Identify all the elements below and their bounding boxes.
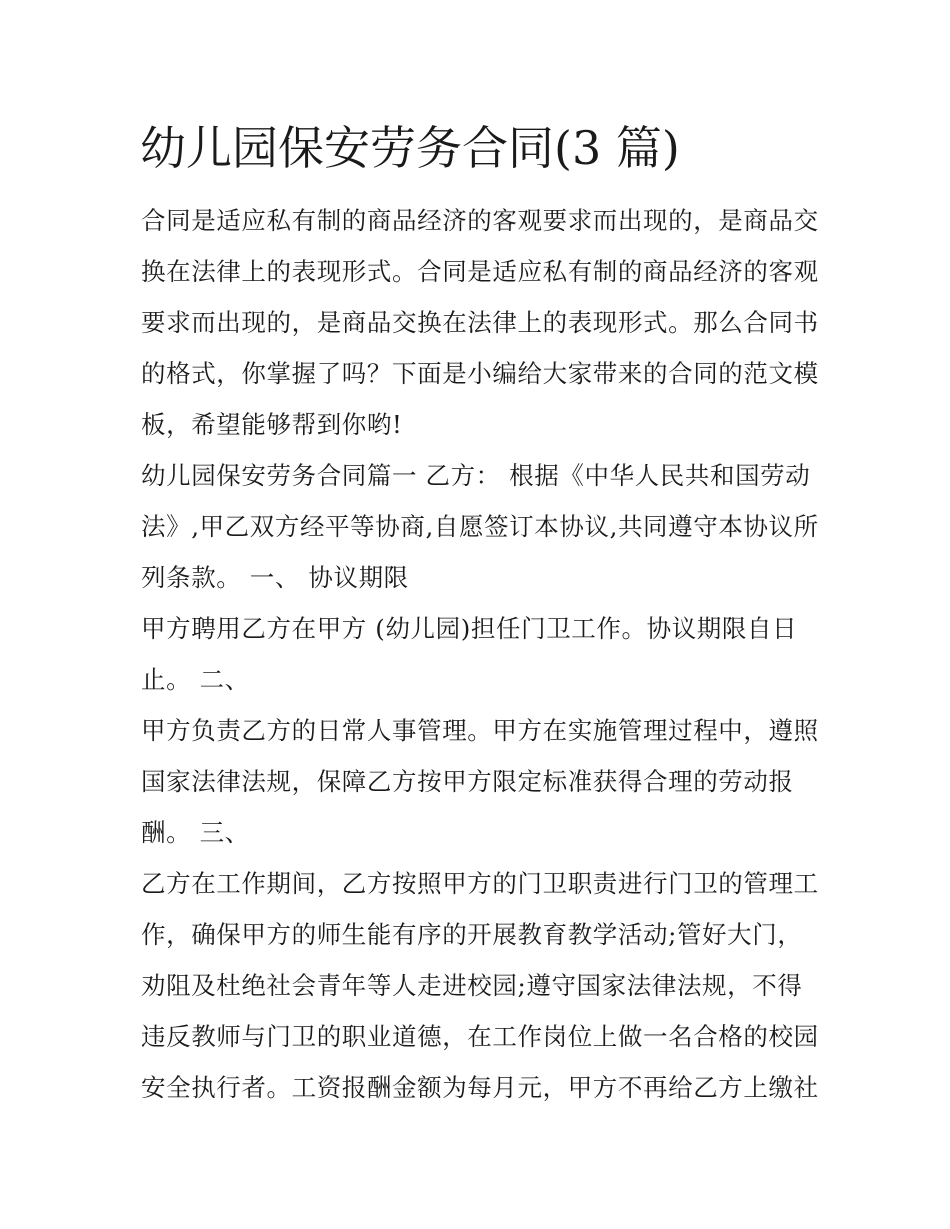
- body-line: 合同是适应私有制的商品经济的客观要求而出现的，是商品交: [141, 206, 819, 235]
- body-line: 的格式，你掌握了吗？下面是小编给大家带来的合同的范文模: [141, 359, 819, 388]
- body-line: 法》,甲乙双方经平等协商,自愿签订本协议,共同遵守本协议所: [141, 512, 819, 541]
- body-line: 国家法律法规，保障乙方按甲方限定标准获得合理的劳动报: [141, 767, 794, 796]
- body-line: 列条款。 一、 协议期限: [141, 563, 409, 592]
- document-title: 幼儿园保安劳务合同(3 篇): [140, 121, 680, 175]
- body-line: 劝阻及杜绝社会青年等人走进校园;遵守国家法律法规，不得: [141, 971, 803, 1000]
- body-line: 酬。 三、: [141, 818, 250, 847]
- body-line: 板，希望能够帮到你哟!: [141, 410, 403, 439]
- body-line: 幼儿园保安劳务合同篇一 乙方： 根据《中华人民共和国劳动: [141, 461, 811, 490]
- body-line: 甲方负责乙方的日常人事管理。甲方在实施管理过程中，遵照: [141, 716, 819, 745]
- body-line: 乙方在工作期间，乙方按照甲方的门卫职责进行门卫的管理工: [141, 869, 819, 898]
- body-line: 要求而出现的，是商品交换在法律上的表现形式。那么合同书: [141, 308, 819, 337]
- body-line: 违反教师与门卫的职业道德，在工作岗位上做一名合格的校园: [141, 1022, 819, 1051]
- body-line: 止。 二、: [141, 665, 250, 694]
- body-line: 甲方聘用乙方在甲方 (幼儿园)担任门卫工作。协议期限自日: [141, 614, 798, 643]
- body-line: 换在法律上的表现形式。合同是适应私有制的商品经济的客观: [141, 257, 819, 286]
- body-line: 作，确保甲方的师生能有序的开展教育教学活动;管好大门，: [141, 920, 803, 949]
- body-line: 安全执行者。工资报酬金额为每月元，甲方不再给乙方上缴社: [141, 1073, 819, 1102]
